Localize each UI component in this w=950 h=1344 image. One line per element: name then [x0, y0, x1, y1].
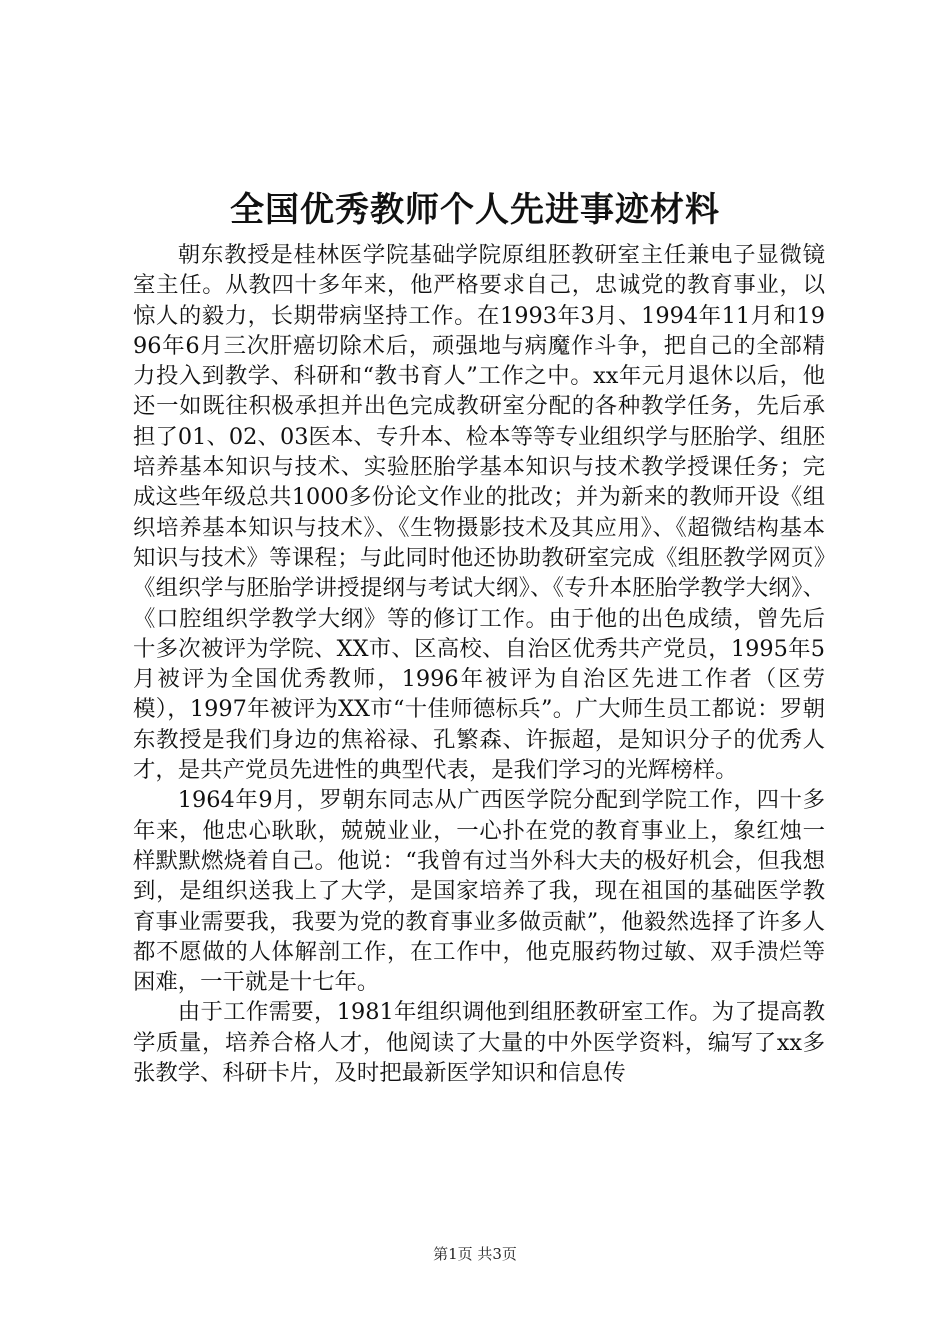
paragraph-2: 1964年9月，罗朝东同志从广西医学院分配到学院工作，四十多年来，他忠心耿耿，兢兢业业，一心扑在党的教育事业上，象红烛一样默默燃烧着自己。他说：“我曾有过当外科大夫的极好机会，但我想到，是组织送我上了大学，是国家培养了我，现在祖国的基础医学教育事业需要我，我要为党的教育事业多做贡献”，他毅然选择了许多人都不愿做的人体解剖工作，在工作中，他克服药物过敏、双手溃烂等困难，一干就是十七年。	[133, 787, 825, 996]
paragraph-1: 朝东教授是桂林医学院基础学院原组胚教研室主任兼电子显微镜室主任。从教四十多年来，他严格要求自己，忠诚党的教育事业，以惊人的毅力，长期带病坚持工作。在1993年3月、1994年11月和1996年6月三次肝癌切除术后，顽强地与病魔作斗争，把自己的全部精力投入到教学、科研和“教书育人”工作之中。xx年元月退休以后，他还一如既往积极承担并出色完成教研室分配的各种教学任务，先后承担了01、02、03医本、专升本、检本等等专业组织学与胚胎学、组胚培养基本知识与技术、实验胚胎学基本知识与技术教学授课任务；完成这些年级总共1000多份论文作业的批改；并为新来的教师开设《组织培养基本知识与技术》、《生物摄影技术及其应用》、《超微结构基本知识与技术》等课程；与此同时他还协助教研室完成《组胚教学网页》《组织学与胚胎学讲授提纲与考试大纲》、《专升本胚胎学教学大纲》、《口腔组织学教学大纲》等的修订工作。由于他的出色成绩，曾先后十多次被评为学院、XX市、区高校、自治区优秀共产党员，1995年5月被评为全国优秀教师，1996年被评为自治区先进工作者（区劳模），1997年被评为XX市“十佳师德标兵”。广大师生员工都说：罗朝东教授是我们身边的焦裕禄、孔繁森、许振超，是知识分子的优秀人才，是共产党员先进性的典型代表，是我们学习的光辉榜样。	[133, 242, 825, 784]
document-title: 全国优秀教师个人先进事迹材料	[230, 190, 720, 230]
document-body	[133, 240, 825, 1088]
paragraph-3: 由于工作需要，1981年组织调他到组胚教研室工作。为了提高教学质量，培养合格人才，他阅读了大量的中外医学资料，编写了xx多张教学、科研卡片，及时把最新医学知识和信息传	[133, 999, 825, 1087]
page-footer: 第1页 共3页	[433, 1245, 517, 1263]
